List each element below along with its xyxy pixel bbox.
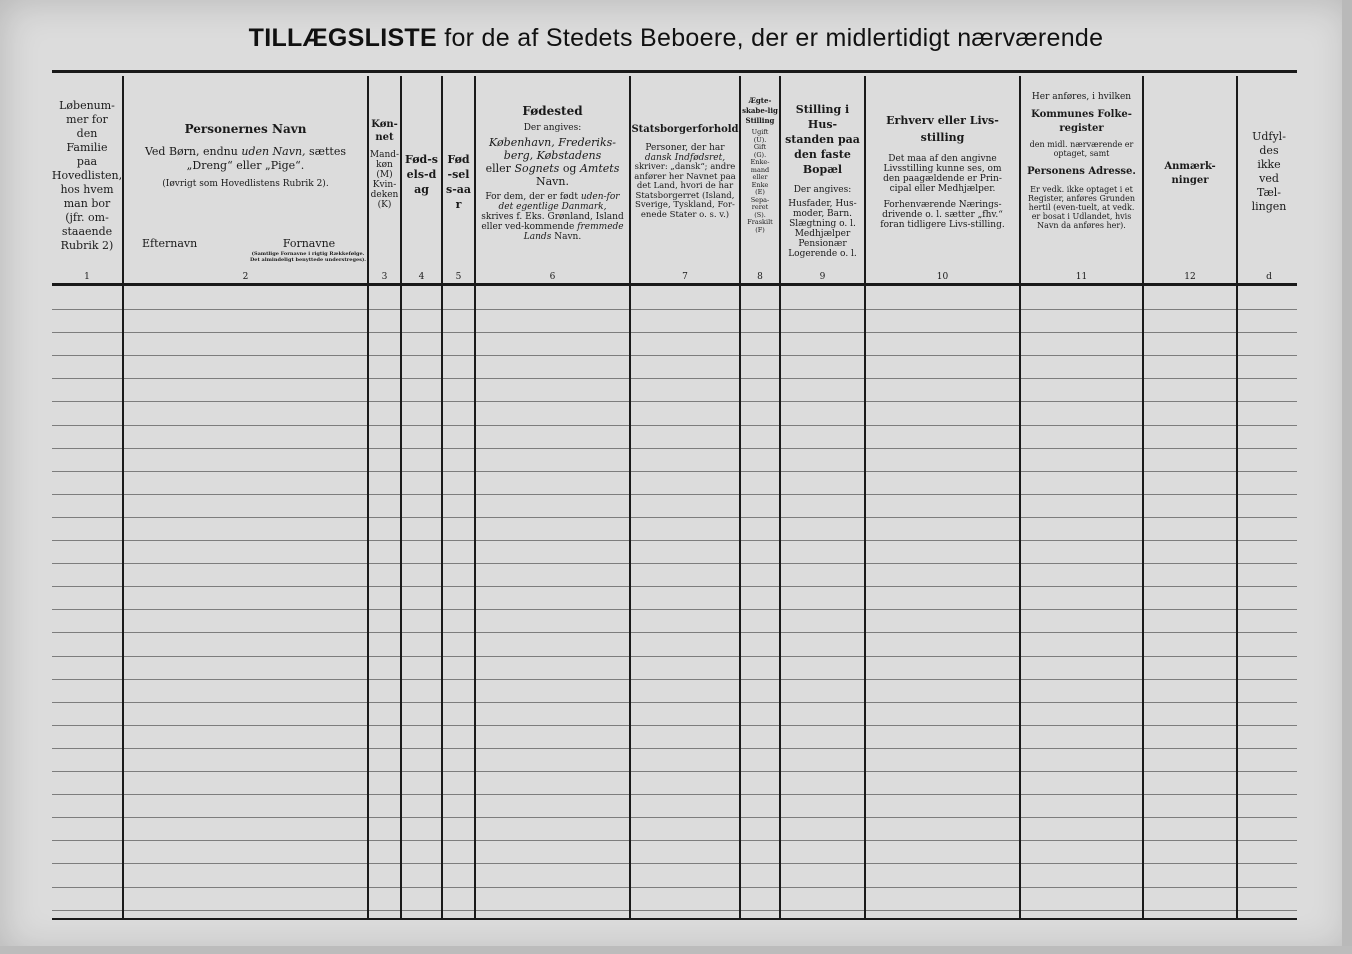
col2-sub-fornavne-note: (Samtlige Fornavne i rigtig Rækkefølge. Det almindeligt benyttede understreges).: [249, 251, 367, 263]
column-header-lobenummer: [52, 78, 122, 274]
column-number: 9: [819, 272, 826, 282]
col8-desc: (U).: [753, 135, 767, 144]
col3-heading: Køn-net: [371, 119, 398, 143]
col10-desc1: Det maa af den angivne Livsstilling kunne ses, om den paagældende er Prin-cipal eller Medhjælper.: [883, 154, 1002, 194]
col6-desc3-og: og: [562, 162, 577, 175]
col3-desc: Mand-: [369, 150, 400, 160]
col12-heading: Anmærk-ninger: [1164, 161, 1216, 186]
column-header-aegteskabelig-stilling: [741, 78, 779, 274]
col8-desc: Sepa-: [750, 195, 770, 204]
col6-desc3-italic: Sognets: [514, 162, 560, 175]
col6-desc4-italic: uden-for det egentlige Danmark,: [498, 192, 620, 212]
col2-note: (Iøvrigt som Hovedlistens Rubrik 2).: [162, 179, 329, 189]
table-row-line: [52, 910, 1297, 911]
col6-desc1: Der angives:: [523, 123, 582, 133]
col6-desc4: [479, 192, 626, 212]
table-row-line: [52, 309, 1297, 310]
table-row-line: [52, 771, 1297, 772]
col1-line: Løbenum-: [59, 99, 115, 112]
table-row-line: [52, 332, 1297, 333]
col3-desc: deken: [370, 190, 399, 200]
col4-heading: Fød-sels-dag: [405, 153, 438, 196]
cold-line: ikke: [1257, 158, 1281, 171]
col5-heading: Fød-sels-aar: [446, 153, 472, 211]
col6-desc5-text: skrives f. Eks. Grønland, Island eller ved-kommende: [481, 212, 624, 232]
form-title-rest: for de af Stedets Beboere, der er midlertidigt nærværende: [444, 24, 1104, 52]
col8-desc: Ugift: [751, 128, 769, 136]
col8-desc: eller: [752, 173, 768, 181]
column-number: 2: [242, 272, 249, 282]
cold-line: lingen: [1251, 200, 1287, 213]
sheet-edge-bottom: [0, 946, 1352, 954]
col8-desc: (S).: [754, 210, 766, 219]
col2-sub-fornavne: Fornavne: [282, 237, 336, 250]
col1-line: Hovedlisten,: [52, 169, 122, 182]
col2-subheaders: [124, 235, 367, 273]
col6-desc5-italic: fremmede Lands: [523, 222, 624, 242]
table-row-line: [52, 586, 1297, 587]
col2-desc1-end: sættes: [309, 145, 347, 158]
table-row-line: [52, 725, 1297, 726]
col6-heading: Fødested: [522, 104, 583, 118]
col2-desc1-italic: uden Navn,: [241, 145, 306, 158]
col1-line: Familie paa: [66, 141, 108, 168]
table-row-line: [52, 632, 1297, 633]
table-row-line: [52, 609, 1297, 610]
col9-desc: Slægtning o. l.: [789, 219, 856, 229]
col8-desc: (F): [755, 225, 765, 234]
col2-heading: Personernes Navn: [184, 122, 307, 136]
col7-desc1-italic: dansk Indfødsret,: [644, 153, 726, 163]
column-number: 1: [84, 272, 90, 282]
table-row-line: [52, 817, 1297, 818]
col2-desc2: „Dreng“ eller „Pige“.: [186, 159, 305, 172]
table-row-line: [52, 794, 1297, 795]
col8-desc: Enke: [751, 180, 769, 189]
col9-desc: Der angives:: [793, 185, 852, 195]
table-row-line: [52, 471, 1297, 472]
col6-desc6: Navn.: [554, 232, 582, 242]
col2-sub-efternavn: Efternavn: [142, 237, 198, 250]
col1-line: Rubrik 2): [60, 239, 114, 252]
col3-desc: køn: [376, 160, 393, 170]
column-header-konnet: [369, 78, 400, 274]
col8-desc: reret: [751, 203, 769, 211]
column-number: 6: [549, 272, 556, 282]
table-row-line: [52, 355, 1297, 356]
table-row-line: [52, 702, 1297, 703]
column-header-folkeregister: [1021, 78, 1142, 274]
table-row-line: [52, 748, 1297, 749]
col9-desc: Medhjælper: [794, 229, 851, 239]
col9-desc: Logerende o. l.: [788, 249, 857, 259]
col9-heading: Stilling i Hus-standen paa den faste Bopæl: [785, 103, 860, 176]
col1-line: man bor: [63, 197, 111, 210]
table-row-line: [52, 517, 1297, 518]
col1-line: staaende: [61, 225, 113, 238]
col8-desc: mand: [750, 165, 770, 174]
column-header-fodested: [476, 78, 629, 274]
col6-desc4-text: For dem, der er født: [485, 192, 578, 202]
table-row-line: [52, 425, 1297, 426]
column-number: 5: [455, 272, 462, 282]
cold-line: Udfyl-: [1252, 130, 1286, 143]
col3-desc: (K): [377, 200, 392, 210]
table-row-line: [52, 563, 1297, 564]
table-row-line: [52, 378, 1297, 379]
col8-desc: (E): [755, 188, 765, 196]
table-bottom-rule: [52, 918, 1297, 920]
column-number: 11: [1075, 272, 1088, 282]
col7-desc2: skriver: „dansk“; andre anfører her Navnet paa det Land, hvori de har Statsborgerret (Island, Sverige, Tyskland, For-enede Stater o. s. v.): [634, 162, 736, 220]
table-row-line: [52, 840, 1297, 841]
col8-desc: Gift: [753, 143, 767, 151]
table-row-line: [52, 448, 1297, 449]
col7-heading: Statsborgerforhold: [631, 124, 739, 135]
col3-desc: (M): [376, 170, 393, 180]
header-bottom-rule: [52, 283, 1297, 286]
column-number: d: [1266, 272, 1272, 282]
column-header-fodselsaar: [443, 78, 474, 274]
column-header-fodselsdag: [402, 78, 441, 274]
col2-desc1: [145, 145, 346, 159]
col3-desc: Kvin-: [372, 180, 397, 190]
table-row-line: [52, 656, 1297, 657]
col8-desc: Enke-: [750, 158, 770, 166]
column-number: 12: [1184, 272, 1196, 282]
col9-desc: Husfader, Hus-: [788, 199, 857, 209]
col6-desc5: [479, 212, 626, 242]
column-header-udfyldes-ikke: [1238, 78, 1300, 274]
column-header-anmaerkninger: [1144, 78, 1236, 274]
table-row-line: [52, 540, 1297, 541]
col9-desc: moder, Barn.: [792, 209, 852, 219]
col11-desc2: Er vedk. ikke optaget i et Register, anføres Grunden hertil (even-tuelt, at vedk. er bosat i Udlandet, hvis Navn da anføres her).: [1028, 185, 1135, 230]
col10-heading: Erhverv eller Livs-stilling: [886, 114, 999, 144]
col6-desc2-italic: København, Frederiks-berg, Købstadens: [489, 136, 616, 162]
col8-heading: Ægte-skabe-lig Stilling: [742, 96, 778, 125]
col1-line: hos hvem: [60, 183, 114, 196]
column-header-erhverv: [866, 78, 1019, 274]
cold-line: des: [1259, 144, 1279, 157]
col11-heading2: Personens Adresse.: [1027, 166, 1136, 177]
col1-line: (jfr. om-: [65, 211, 109, 224]
column-header-stilling-i-husstanden: [781, 78, 864, 274]
col8-desc: Fraskilt: [747, 218, 773, 226]
column-number: 3: [381, 272, 388, 282]
col1-line: mer for den: [66, 113, 108, 140]
column-number: 7: [682, 272, 688, 282]
cold-line: Tæl-: [1256, 186, 1282, 199]
col11-desc1: den midl. nærværende er optaget, samt: [1029, 140, 1134, 158]
form-title-bold: TILLÆGSLISTE: [248, 24, 437, 52]
table-row-line: [52, 494, 1297, 495]
col2-desc1-text: Ved Børn, endnu: [144, 145, 238, 158]
table-row-line: [52, 887, 1297, 888]
col6-desc3: [479, 162, 626, 188]
column-number: 10: [936, 272, 949, 282]
col6-desc2-tail: eller: [485, 162, 511, 175]
cold-line: ved: [1259, 172, 1279, 185]
header-top-rule: [52, 70, 1297, 73]
col10-desc2: Forhenværende Nærings-drivende o. l. sætter „fhv.“ foran tidligere Livs-stilling.: [880, 200, 1005, 230]
column-number: 8: [757, 272, 763, 282]
column-number: 4: [418, 272, 425, 282]
table-row-line: [52, 863, 1297, 864]
column-header-statsborgerforhold: [631, 78, 739, 274]
table-row-line: [52, 401, 1297, 402]
col7-desc1: Personer, der har: [645, 143, 725, 153]
col11-pre: Her anføres, i hvilken: [1031, 92, 1132, 102]
form-title: [0, 24, 1352, 53]
col6-desc3b-italic: Amtets: [579, 162, 620, 175]
col11-heading: Kommunes Folke-register: [1031, 109, 1132, 134]
column-header-personernes-navn: [124, 78, 367, 274]
col6-desc3c: Navn.: [536, 175, 569, 188]
table-row-line: [52, 679, 1297, 680]
col8-desc: (G).: [753, 150, 767, 159]
col9-desc: Pensionær: [798, 239, 847, 249]
sheet-edge-right: [1342, 0, 1352, 954]
